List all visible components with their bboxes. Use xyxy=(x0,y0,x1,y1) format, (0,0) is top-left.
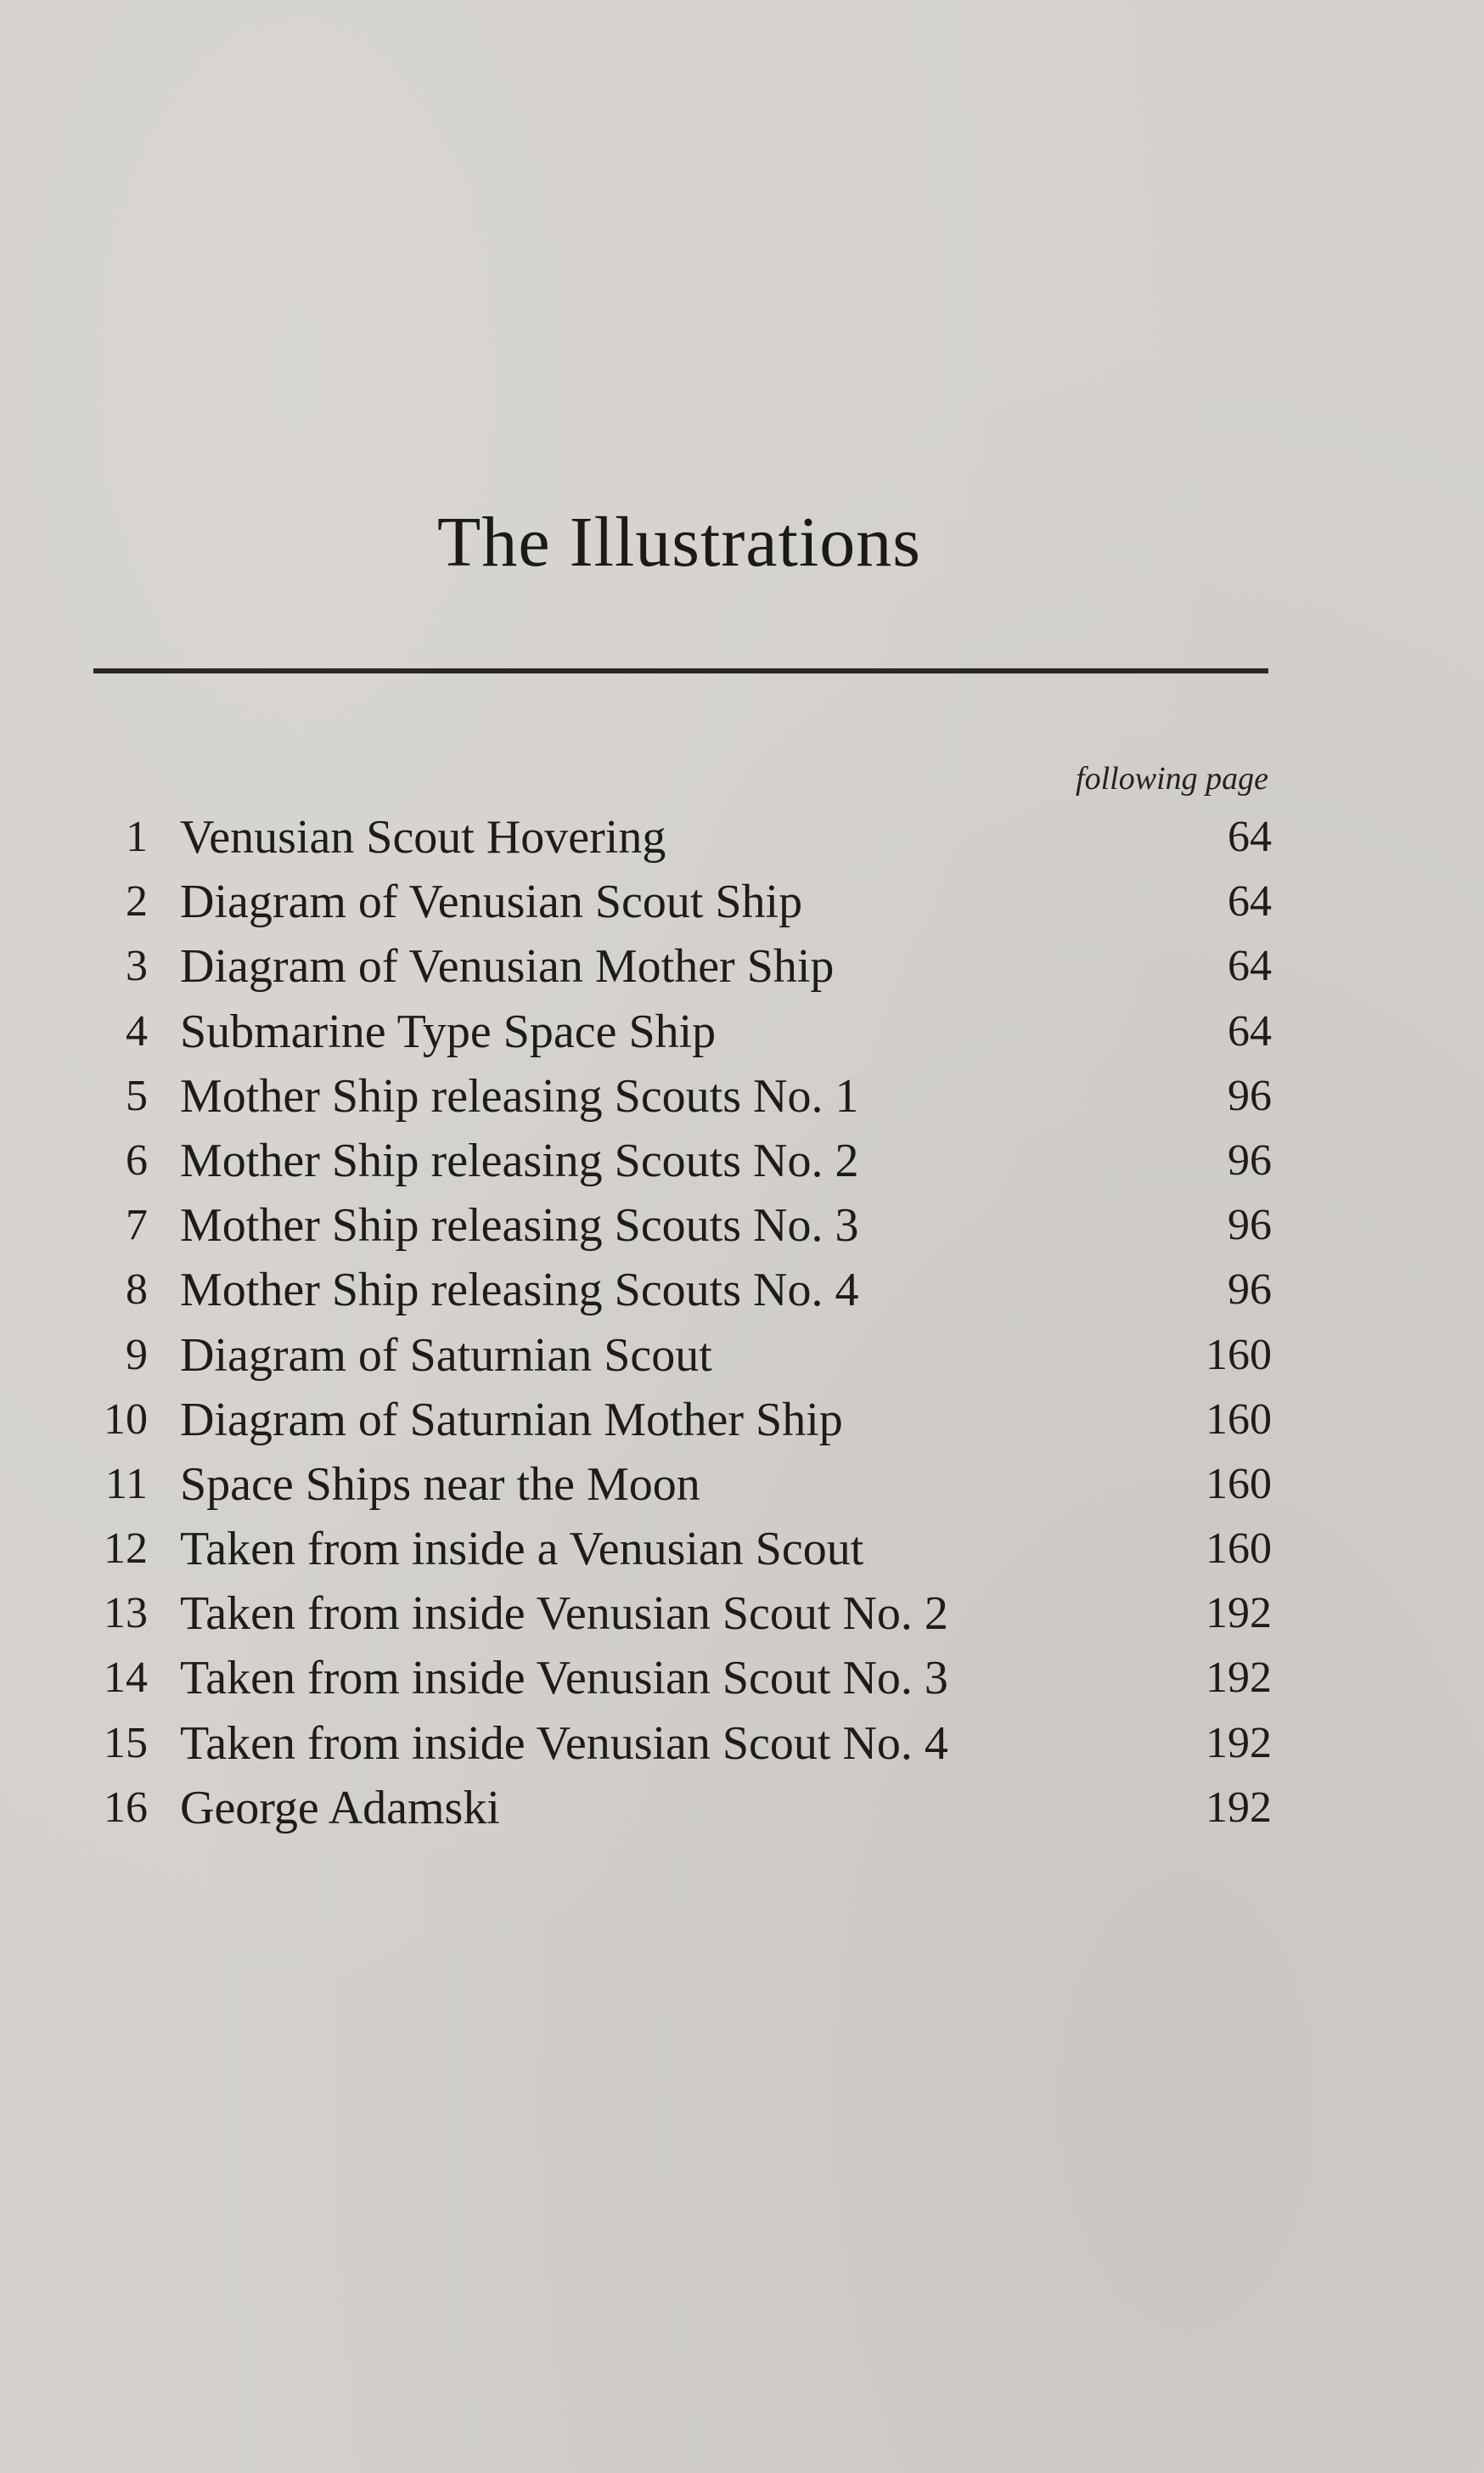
item-title: Mother Ship releasing Scouts No. 3 xyxy=(180,1199,859,1253)
item-number: 13 xyxy=(104,1589,148,1638)
item-title: Mother Ship releasing Scouts No. 1 xyxy=(180,1069,859,1123)
item-title: Submarine Type Space Ship xyxy=(180,1005,717,1058)
item-number: 1 xyxy=(126,813,148,861)
item-title: Taken from inside Venusian Scout No. 4 xyxy=(180,1716,948,1770)
column-header: following page xyxy=(1076,761,1268,797)
item-title: Taken from inside Venusian Scout No. 3 xyxy=(180,1652,948,1705)
item-page: 96 xyxy=(1228,1135,1272,1185)
item-page: 192 xyxy=(1206,1783,1272,1832)
list-item xyxy=(0,1581,1484,1646)
list-item xyxy=(0,1323,1484,1388)
item-number: 2 xyxy=(126,877,148,927)
list-item xyxy=(0,1452,1484,1517)
list-item xyxy=(0,1388,1484,1452)
list-item xyxy=(0,934,1484,999)
item-title: Space Ships near the Moon xyxy=(180,1457,700,1511)
item-number: 6 xyxy=(126,1135,148,1185)
item-page: 160 xyxy=(1206,1459,1272,1508)
list-item xyxy=(0,1258,1484,1322)
item-page: 64 xyxy=(1228,942,1272,991)
item-title: Diagram of Venusian Mother Ship xyxy=(180,940,835,994)
item-number: 3 xyxy=(126,942,148,991)
list-item xyxy=(0,870,1484,934)
item-page: 96 xyxy=(1228,1201,1272,1250)
item-title: Venusian Scout Hovering xyxy=(180,811,666,864)
list-item xyxy=(0,1776,1484,1840)
item-page: 160 xyxy=(1206,1394,1272,1444)
item-title: Diagram of Venusian Scout Ship xyxy=(180,876,803,929)
list-item xyxy=(0,1517,1484,1581)
list-item xyxy=(0,1193,1484,1258)
item-title: Diagram of Saturnian Scout xyxy=(180,1328,712,1382)
item-number: 4 xyxy=(126,1006,148,1056)
item-number: 5 xyxy=(126,1071,148,1120)
item-title: Mother Ship releasing Scouts No. 4 xyxy=(180,1264,859,1317)
item-number: 11 xyxy=(104,1459,148,1508)
item-page: 160 xyxy=(1206,1330,1272,1379)
item-number: 12 xyxy=(104,1524,148,1574)
list-item xyxy=(0,1711,1484,1776)
illustrations-list xyxy=(0,805,1484,1840)
item-number: 8 xyxy=(126,1265,148,1315)
item-page: 64 xyxy=(1228,877,1272,927)
item-number: 14 xyxy=(104,1653,148,1703)
list-item xyxy=(0,1129,1484,1193)
item-number: 16 xyxy=(104,1783,148,1832)
item-title: Diagram of Saturnian Mother Ship xyxy=(180,1393,843,1446)
page-title: The Illustrations xyxy=(437,503,921,582)
list-item xyxy=(0,1646,1484,1710)
item-page: 192 xyxy=(1206,1653,1272,1703)
item-number: 15 xyxy=(104,1718,148,1767)
item-title: Mother Ship releasing Scouts No. 2 xyxy=(180,1134,859,1187)
item-page: 192 xyxy=(1206,1718,1272,1767)
title-rule xyxy=(93,668,1268,673)
item-page: 96 xyxy=(1228,1071,1272,1120)
list-item xyxy=(0,1064,1484,1129)
item-number: 7 xyxy=(126,1201,148,1250)
item-page: 160 xyxy=(1206,1524,1272,1574)
item-page: 64 xyxy=(1228,813,1272,861)
item-page: 192 xyxy=(1206,1589,1272,1638)
list-item xyxy=(0,1000,1484,1064)
item-page: 96 xyxy=(1228,1265,1272,1315)
item-page: 64 xyxy=(1228,1006,1272,1056)
list-item xyxy=(0,805,1484,870)
item-title: Taken from inside Venusian Scout No. 2 xyxy=(180,1587,948,1641)
item-number: 9 xyxy=(126,1330,148,1379)
item-title: George Adamski xyxy=(180,1781,500,1834)
item-number: 10 xyxy=(104,1394,148,1444)
item-title: Taken from inside a Venusian Scout xyxy=(180,1523,864,1576)
